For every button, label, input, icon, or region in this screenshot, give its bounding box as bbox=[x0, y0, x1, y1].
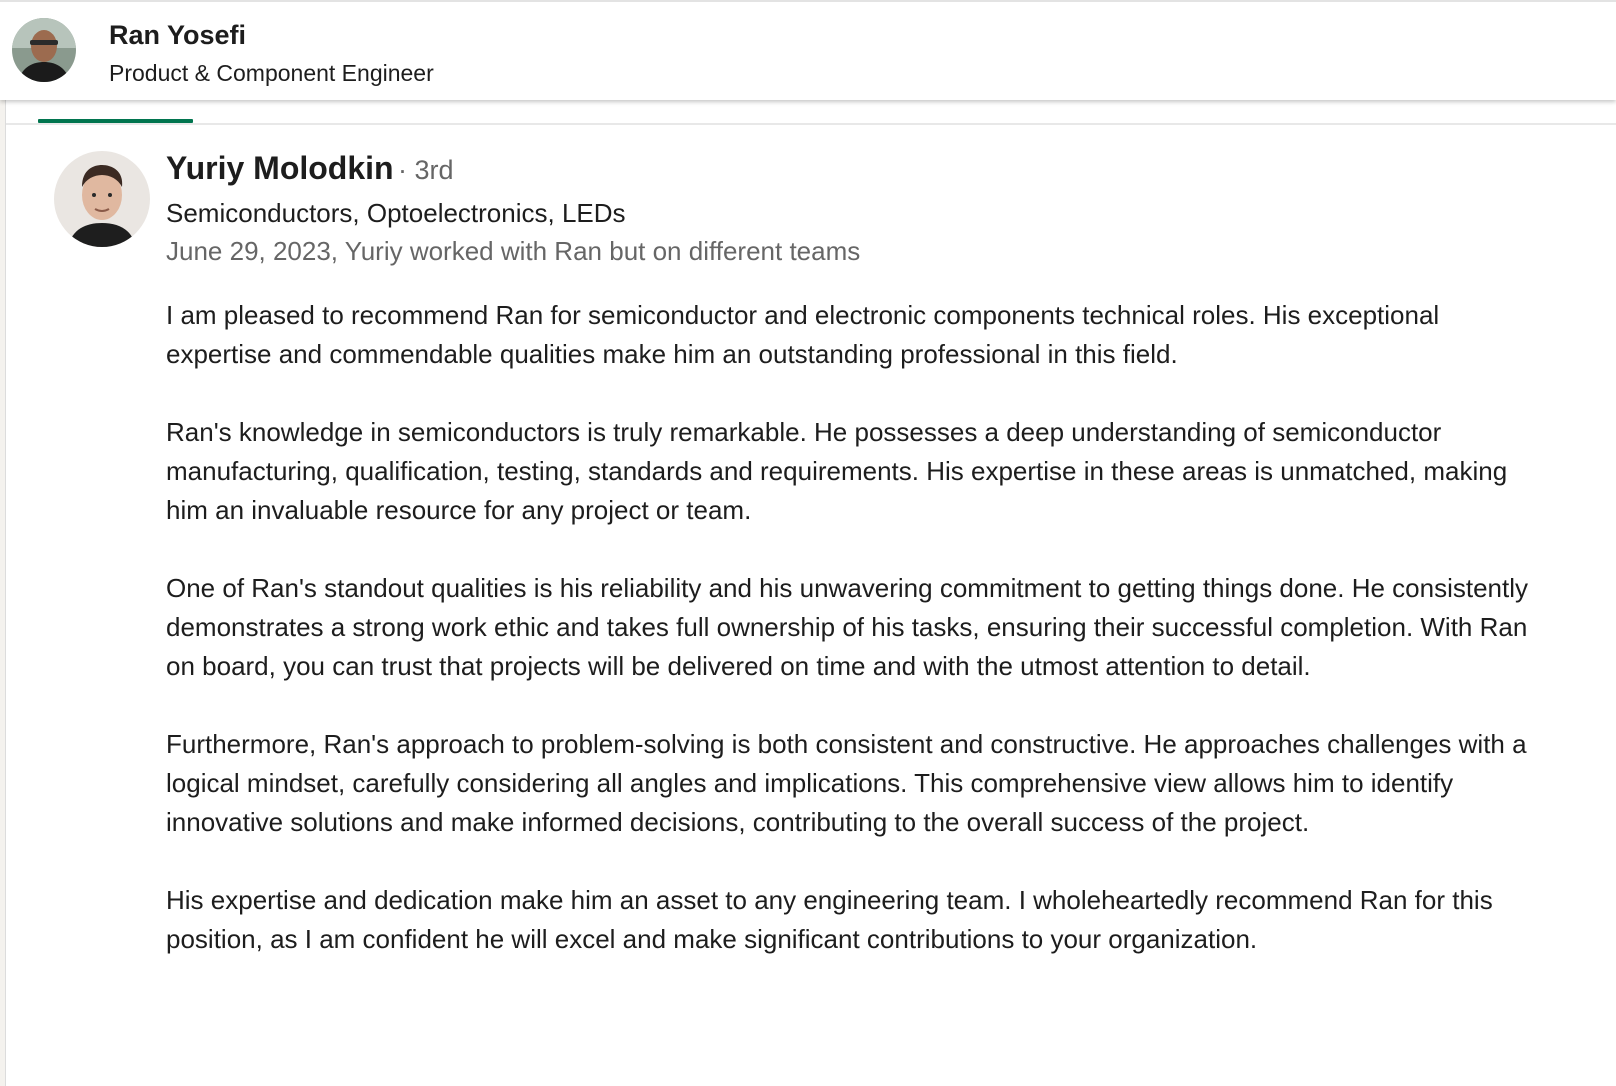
recommender-photo-icon bbox=[54, 151, 150, 247]
sticky-profile-header bbox=[0, 0, 1616, 100]
profile-photo-icon bbox=[12, 18, 76, 82]
recommendation-paragraph: I am pleased to recommend Ran for semiconductor and electronic components technical roles. His exceptional expertise and commendable qualities make him an outstanding professional in this field. bbox=[166, 300, 1440, 369]
recommender-avatar[interactable] bbox=[54, 151, 150, 247]
recommendation-paragraph: Ran's knowledge in semiconductors is truly remarkable. He possesses a deep understanding of semiconductor manufacturing, qualification, testing, standards and requirements. His expertise in these areas is unmatched, making him an invaluable resource for any project or team. bbox=[166, 417, 1508, 525]
recommender-name-line bbox=[166, 150, 454, 187]
recommendation-meta: June 29, 2023, Yuriy worked with Ran but on different teams bbox=[166, 236, 861, 266]
recommender-headline: Semiconductors, Optoelectronics, LEDs bbox=[166, 198, 626, 228]
recommendations-card bbox=[5, 100, 1616, 1086]
recommender-name[interactable]: Yuriy Molodkin bbox=[166, 150, 394, 186]
connection-degree: · 3rd bbox=[398, 155, 454, 185]
tab-divider bbox=[6, 123, 1616, 125]
profile-avatar[interactable] bbox=[12, 18, 76, 82]
recommendation-paragraph: His expertise and dedication make him an asset to any engineering team. I wholeheartedly recommend Ran for this position, as I am confident he will excel and make significant contributions to your organization. bbox=[166, 885, 1493, 954]
active-tab-indicator bbox=[38, 119, 193, 123]
recommendation-paragraph: One of Ran's standout qualities is his reliability and his unwavering commitment to getting things done. He consistently demonstrates a strong work ethic and takes full ownership of his tasks, ensuring their successful completion. With Ran on board, you can trust that projects will be delivered on time and with the utmost attention to detail. bbox=[166, 573, 1529, 681]
profile-name[interactable]: Ran Yosefi bbox=[109, 20, 247, 50]
recommendation-paragraph: Furthermore, Ran's approach to problem-solving is both consistent and constructive. He approaches challenges with a logical mindset, carefully considering all angles and implications. This comprehensive view allows him to identify innovative solutions and make informed decisions, contributing to the overall success of the project. bbox=[166, 729, 1527, 837]
profile-headline: Product & Component Engineer bbox=[109, 60, 434, 86]
recommendation-text bbox=[166, 296, 1546, 998]
